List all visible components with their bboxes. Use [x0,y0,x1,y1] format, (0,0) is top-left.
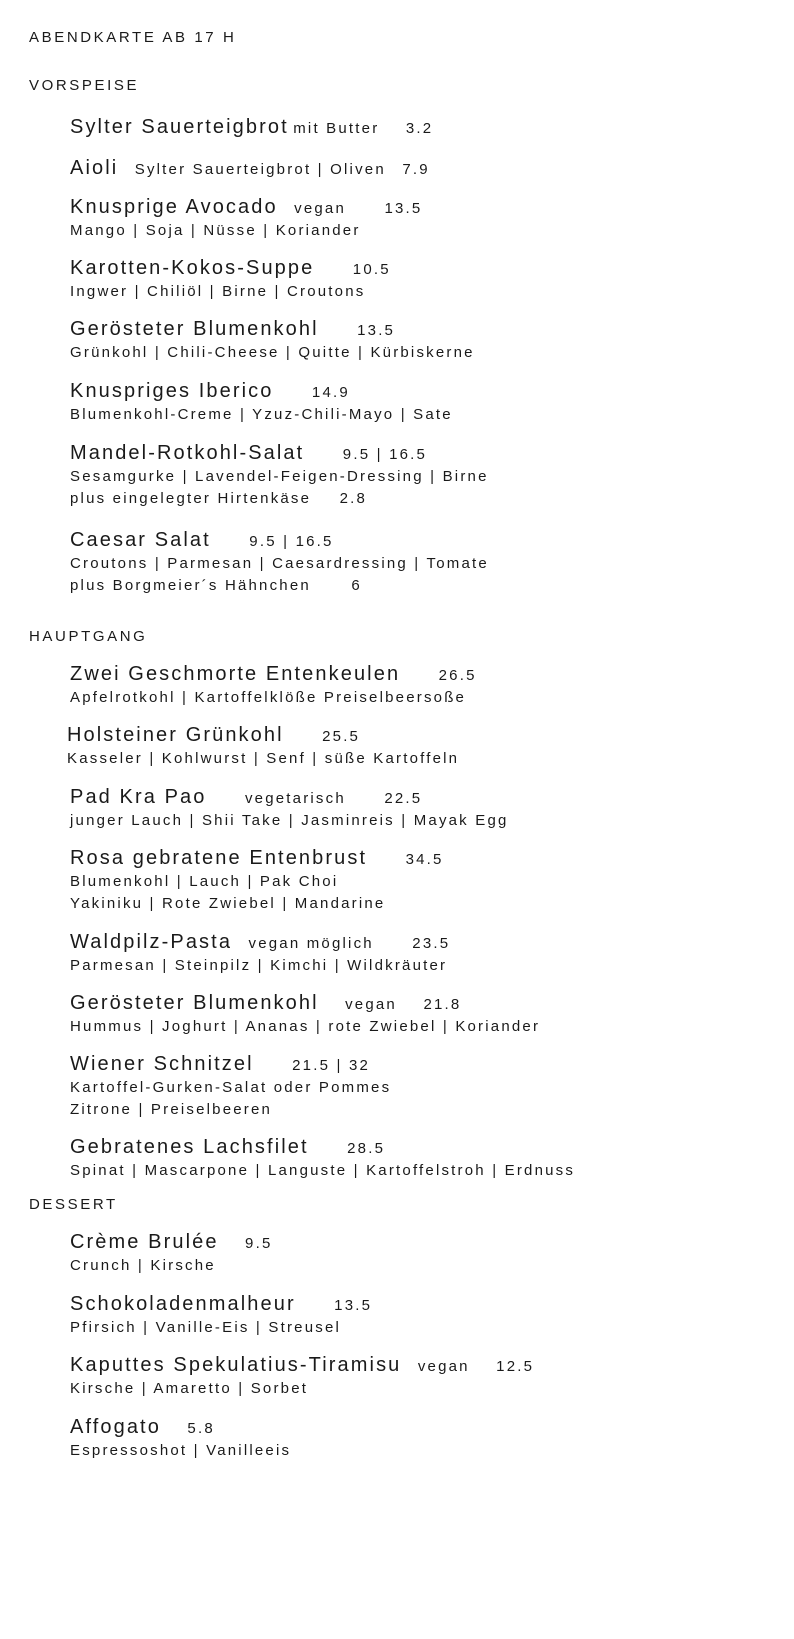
item-price: 14.9 [311,384,350,401]
item-note: vegan [417,1358,470,1375]
item-name: Mandel-Rotkohl-Salat [70,442,305,464]
item-description: Apfelrotkohl | Kartoffelklöße Preiselbeersoße [70,689,467,706]
item-name: Knuspriges Iberico [70,380,274,402]
item-price: 13.5 [384,200,423,217]
item-extra-price: 6 [351,577,362,594]
menu-item [70,114,433,140]
item-extra [70,575,489,597]
item-extra [70,488,489,510]
item-note: vegetarisch [244,790,346,807]
menu-item [70,1291,372,1339]
item-extra-price: 2.8 [339,490,368,507]
item-price: 9.5 | 16.5 [249,533,334,550]
item-name: Zwei Geschmorte Entenkeulen [70,663,401,685]
menu-item [70,378,453,426]
item-name: Gerösteter Blumenkohl [70,318,319,340]
menu-item [70,440,489,510]
item-description: junger Lauch | Shii Take | Jasminreis | Mayak Egg [70,812,509,829]
item-description: Croutons | Parmesan | Caesardressing | Tomate [70,555,489,572]
item-name: Wiener Schnitzel [70,1053,254,1075]
item-note: vegan [294,200,347,217]
section-title-hauptgang: HAUPTGANG [29,628,148,645]
menu-item [70,527,489,597]
item-price: 21.5 | 32 [292,1057,371,1074]
item-price: 5.8 [187,1420,215,1437]
item-description: Spinat | Mascarpone | Languste | Kartoffelstroh | Erdnuss [70,1162,576,1179]
menu-item [70,929,450,977]
item-description-2: Zitrone | Preiselbeeren [70,1101,273,1118]
menu-item [70,1134,575,1182]
item-description: Kirsche | Amaretto | Sorbet [70,1380,309,1397]
item-price: 26.5 [438,667,477,684]
menu-item [70,661,477,709]
menu-item [70,255,391,303]
item-name: Gerösteter Blumenkohl [70,992,319,1014]
item-description: Blumenkohl | Lauch | Pak Choi [70,873,339,890]
item-description: Mango | Soja | Nüsse | Koriander [70,222,361,239]
item-name: Sylter Sauerteigbrot [70,116,289,138]
menu-item [70,155,430,181]
item-name: Rosa gebratene Entenbrust [70,847,368,869]
item-note: mit Butter [293,120,380,137]
menu-item [70,1352,534,1400]
item-price: 12.5 [496,1358,535,1375]
item-price: 3.2 [405,120,434,137]
item-name: Holsteiner Grünkohl [67,724,284,746]
menu-item [70,784,509,832]
item-price: 22.5 [384,790,423,807]
section-title-dessert: DESSERT [29,1196,118,1213]
menu-item [70,845,444,915]
item-description: Pfirsich | Vanille-Eis | Streusel [70,1319,342,1336]
item-name: Affogato [70,1416,161,1438]
item-note: vegan [345,996,397,1013]
item-description: Parmesan | Steinpilz | Kimchi | Wildkräuter [70,957,448,974]
item-name: Schokoladenmalheur [70,1293,296,1315]
item-name: Crème Brulée [70,1231,219,1253]
item-price: 10.5 [352,261,391,278]
item-description: Sesamgurke | Lavendel-Feigen-Dressing | Birne [70,468,489,485]
item-note: vegan möglich [248,935,374,952]
section-title-vorspeise: VORSPEISE [29,77,140,94]
menu-title: ABENDKARTE AB 17 H [29,29,237,46]
item-extra-label: plus eingelegter Hirtenkäse [70,490,312,507]
menu-item [70,990,540,1038]
item-description: Grünkohl | Chili-Cheese | Quitte | Kürbiskerne [70,344,475,361]
item-price: 21.8 [423,996,462,1013]
item-price: 34.5 [405,851,444,868]
item-description: Espressoshot | Vanilleeis [70,1442,292,1459]
menu-item [70,1229,273,1277]
item-price: 7.9 [402,161,430,178]
item-price: 9.5 | 16.5 [342,446,428,463]
item-name: Caesar Salat [70,529,211,551]
item-name: Waldpilz-Pasta [70,931,233,953]
item-description-2: Yakiniku | Rote Zwiebel | Mandarine [70,895,386,912]
item-description: Kasseler | Kohlwurst | Senf | süße Kartoffeln [67,750,460,767]
item-price: 9.5 [245,1235,273,1252]
item-extra-label: plus Borgmeier´s Hähnchen [70,577,311,594]
item-price: 28.5 [347,1140,386,1157]
menu-item [70,1414,291,1462]
item-price: 25.5 [322,728,361,745]
item-price: 13.5 [334,1297,373,1314]
menu-item [70,194,422,242]
item-price: 23.5 [412,935,451,952]
item-name: Aioli [70,157,119,179]
item-description: Crunch | Kirsche [70,1257,216,1274]
item-description: Hummus | Joghurt | Ananas | rote Zwiebel | Koriander [70,1018,541,1035]
item-description: Ingwer | Chiliöl | Birne | Croutons [70,283,366,300]
item-note: Sylter Sauerteigbrot | Oliven [134,161,386,178]
item-name: Karotten-Kokos-Suppe [70,257,315,279]
menu-item [67,722,459,770]
item-name: Kaputtes Spekulatius-Tiramisu [70,1354,402,1376]
item-description: Blumenkohl-Creme | Yzuz-Chili-Mayo | Sate [70,406,453,423]
menu-item [70,316,475,364]
item-name: Gebratenes Lachsfilet [70,1136,309,1158]
item-name: Pad Kra Pao [70,786,207,808]
item-description: Kartoffel-Gurken-Salat oder Pommes [70,1079,392,1096]
menu-item [70,1051,391,1121]
item-price: 13.5 [357,322,396,339]
item-name: Knusprige Avocado [70,196,278,218]
